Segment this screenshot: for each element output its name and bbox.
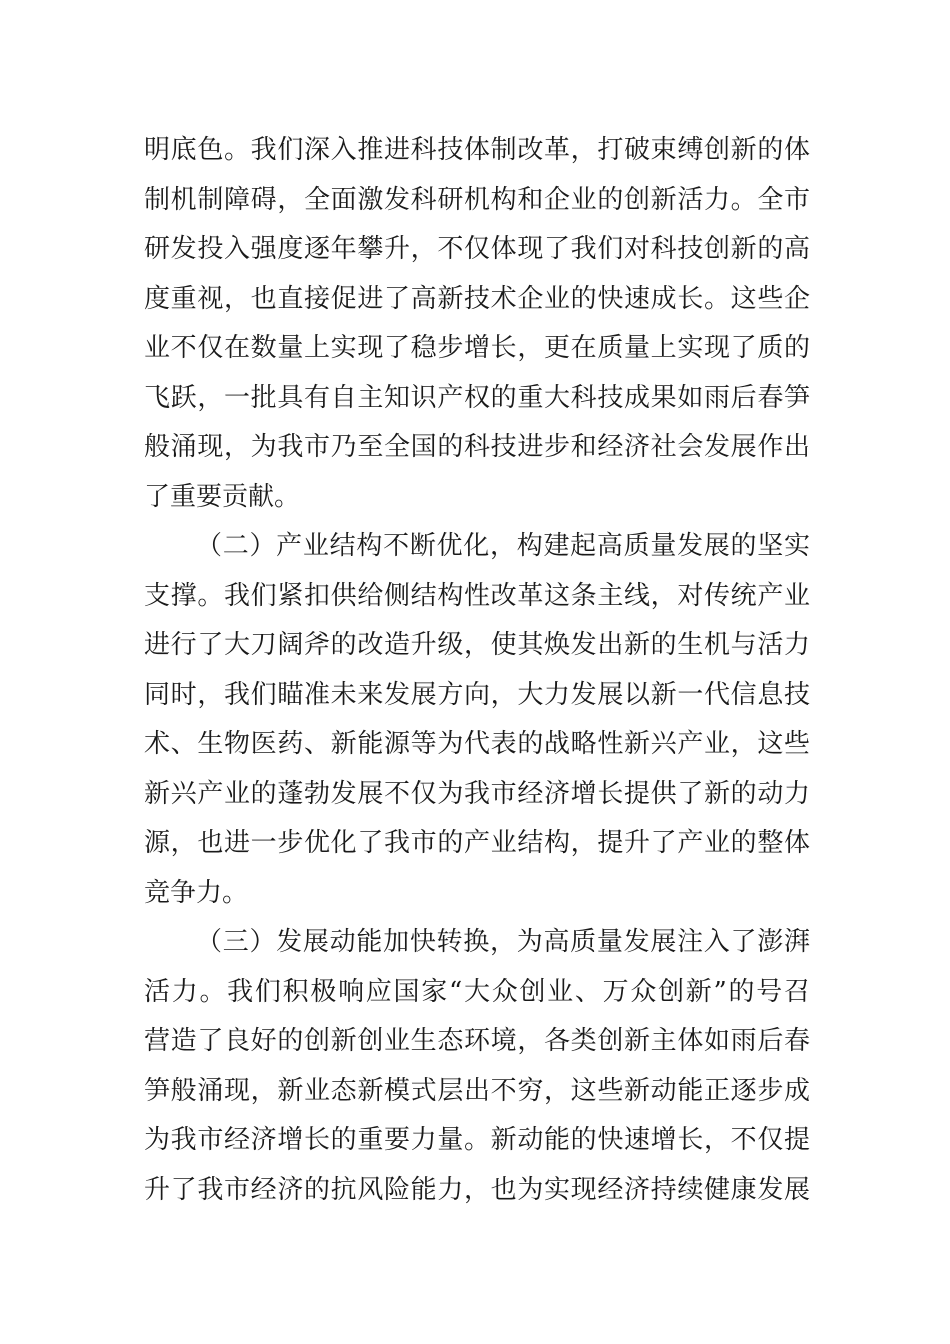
text-line: 源，也进一步优化了我市的产业结构，提升了产业的整体 bbox=[144, 828, 810, 858]
text-line: 了重要贡献。 bbox=[144, 481, 301, 512]
text-line: 竞争力。 bbox=[144, 877, 249, 908]
text-line: 业不仅在数量上实现了稳步增长，更在质量上实现了质的 bbox=[144, 333, 810, 363]
body-text bbox=[144, 126, 810, 1215]
text-line: 笋般涌现，新业态新模式层出不穷，这些新动能正逐步成 bbox=[144, 1075, 810, 1106]
text-line: 营造了良好的创新创业生态环境，各类创新主体如雨后春 bbox=[144, 1026, 810, 1056]
text-line: 飞跃，一批具有自主知识产权的重大科技成果如雨后春笋 bbox=[144, 382, 810, 413]
text-line: 般涌现，为我市乃至全国的科技进步和经济社会发展作出 bbox=[144, 432, 810, 462]
text-line: 支撑。我们紧扣供给侧结构性改革这条主线，对传统产业 bbox=[144, 580, 810, 611]
text-line: 升了我市经济的抗风险能力，也为实现经济持续健康发展 bbox=[144, 1174, 810, 1205]
text-line: 进行了大刀阔斧的改造升级，使其焕发出新的生机与活力 bbox=[144, 630, 810, 660]
text-line: 活力。我们积极响应国家“大众创业、万众创新”的号召 bbox=[144, 976, 810, 1007]
text-line: 制机制障碍，全面激发科研机构和企业的创新活力。全市 bbox=[144, 184, 810, 215]
text-line: 研发投入强度逐年攀升，不仅体现了我们对科技创新的高 bbox=[144, 234, 810, 264]
text-line: 为我市经济增长的重要力量。新动能的快速增长，不仅提 bbox=[144, 1125, 810, 1155]
text-line: 明底色。我们深入推进科技体制改革，打破束缚创新的体 bbox=[144, 135, 810, 165]
text-line: 术、生物医药、新能源等为代表的战略性新兴产业，这些 bbox=[144, 729, 810, 759]
text-line: （三）发展动能加快转换，为高质量发展注入了澎湃 bbox=[196, 927, 810, 957]
text-line: 度重视，也直接促进了高新技术企业的快速成长。这些企 bbox=[144, 283, 810, 314]
text-line: 同时，我们瞄准未来发展方向，大力发展以新一代信息技 bbox=[144, 679, 810, 710]
text-line: 新兴产业的蓬勃发展不仅为我市经济增长提供了新的动力 bbox=[144, 778, 810, 809]
text-line: （二）产业结构不断优化，构建起高质量发展的坚实 bbox=[196, 531, 810, 561]
